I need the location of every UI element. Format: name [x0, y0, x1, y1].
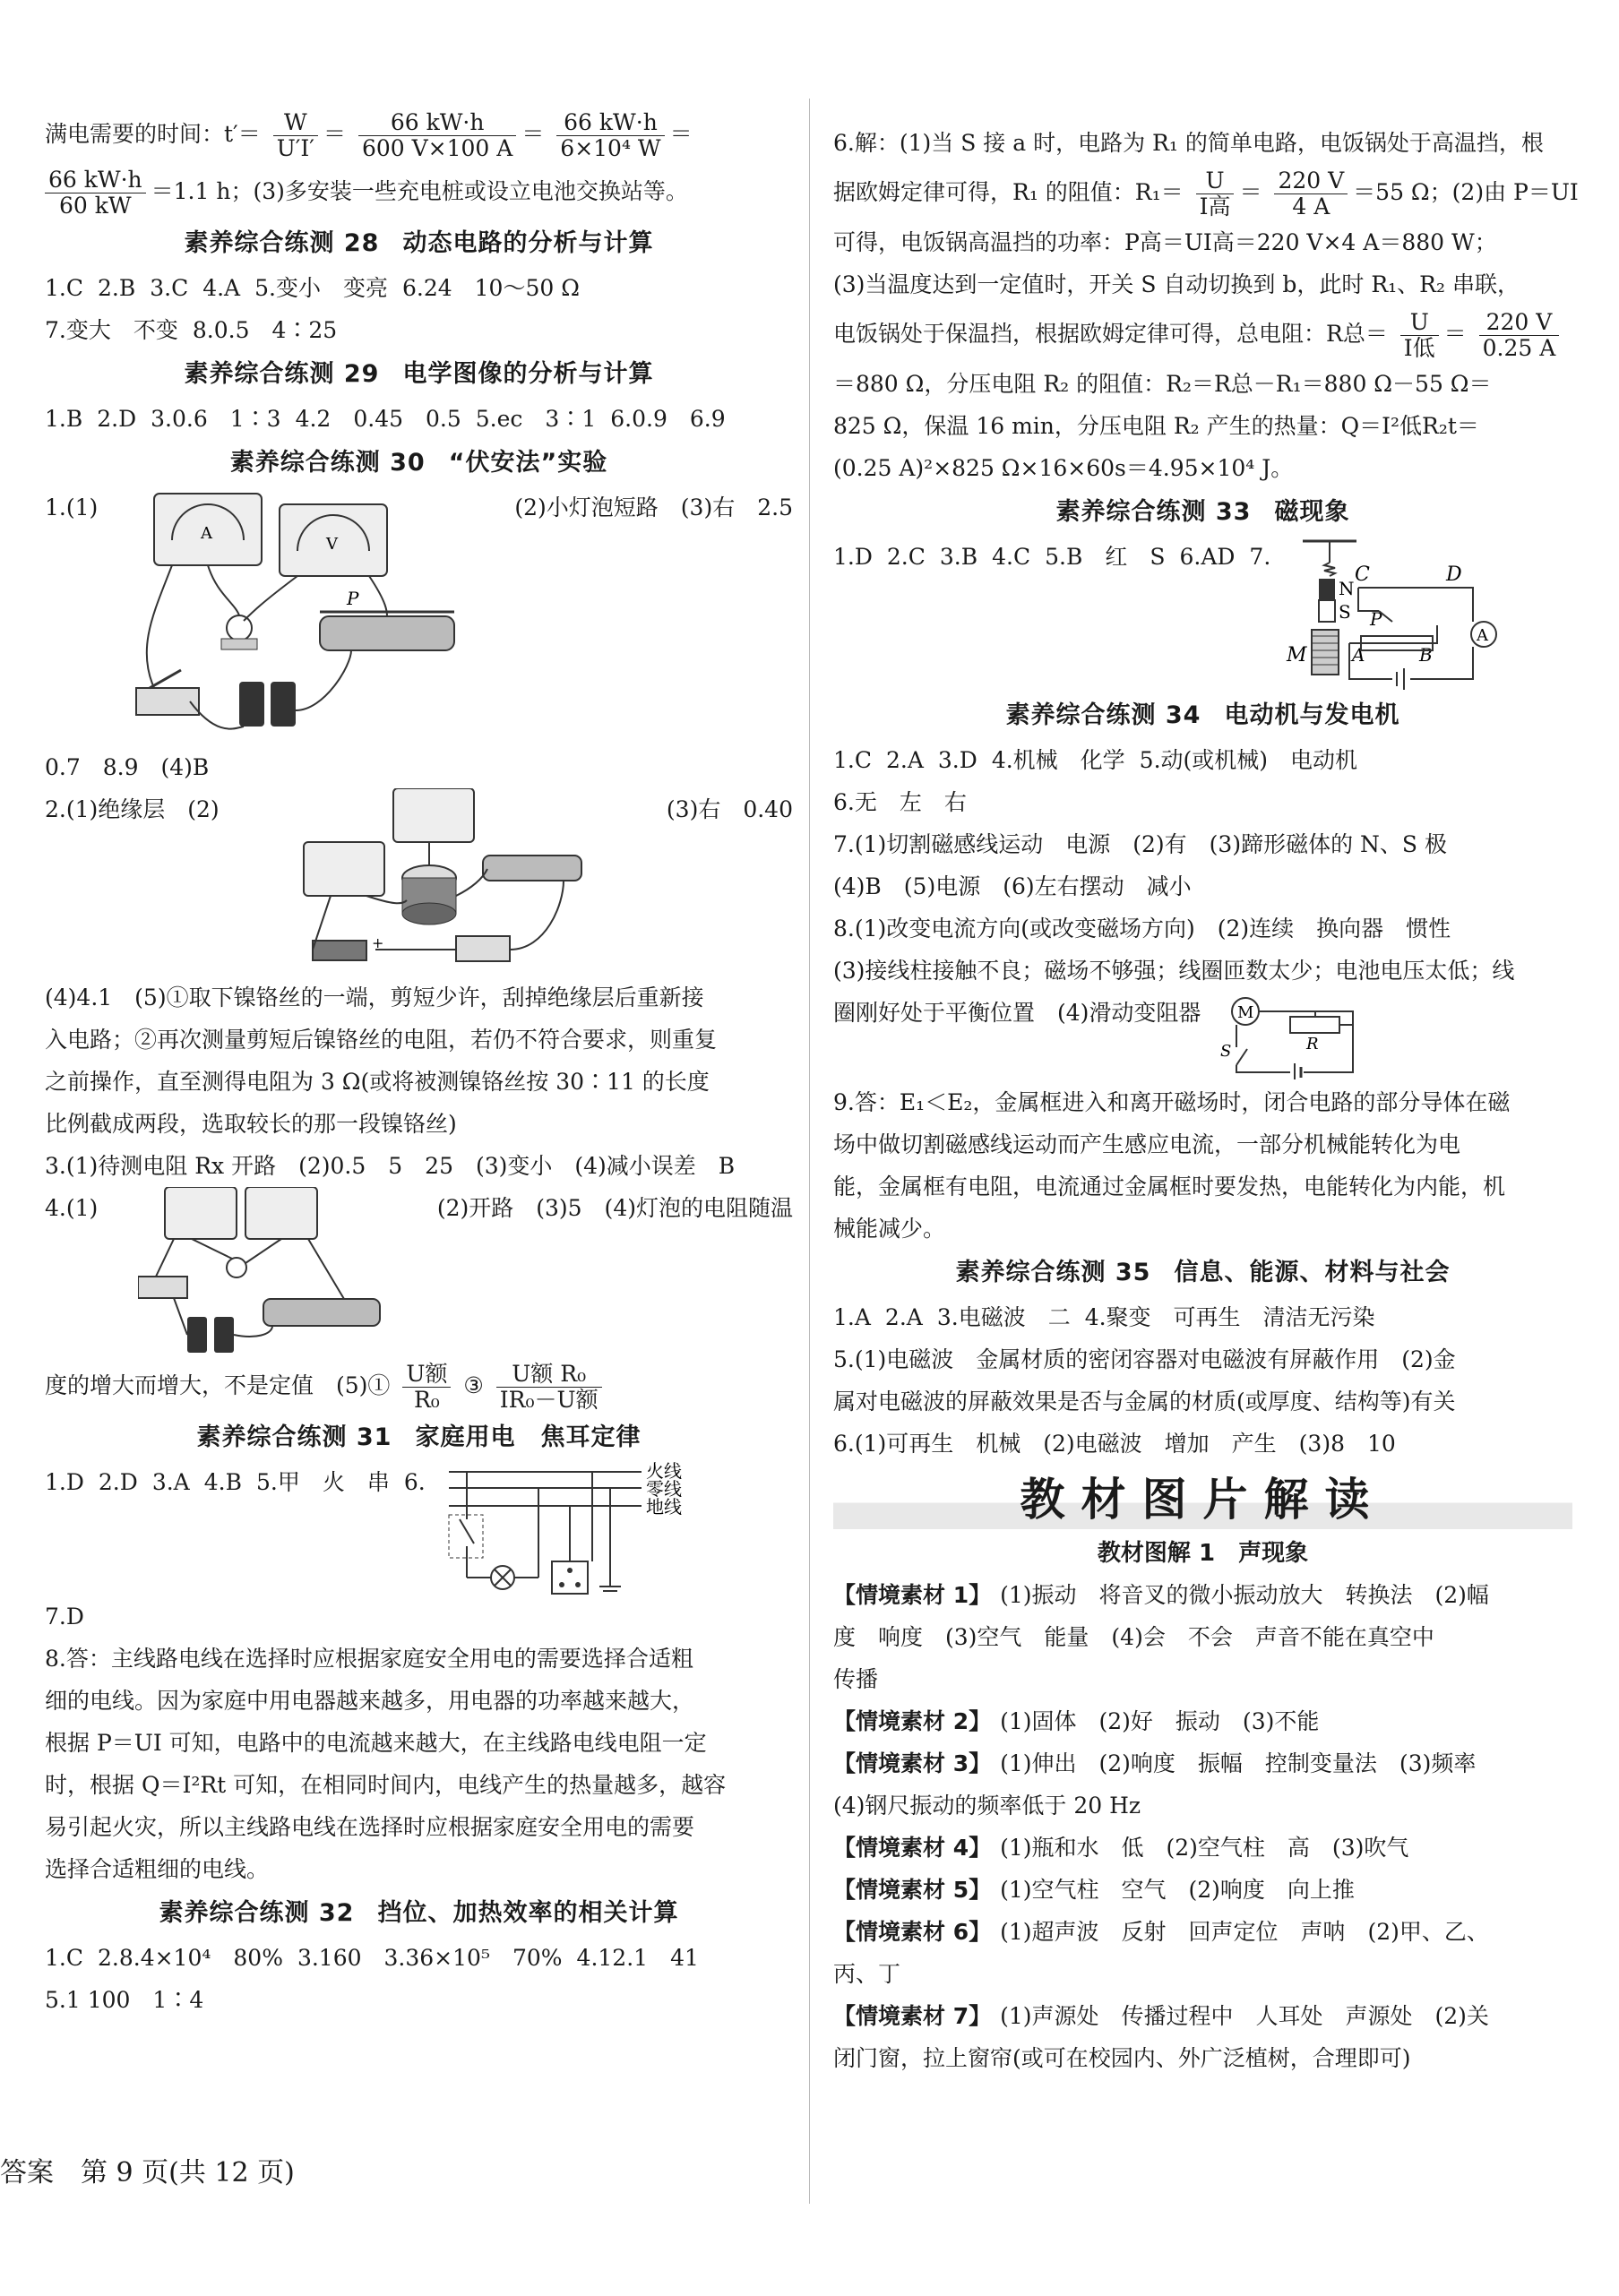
s31-q8-line-6: 选择合适粗细的电线。	[45, 1856, 270, 1882]
scene-material-1: 【情境素材 1】 (1)振动 将音叉的微小振动放大 转换法 (2)幅 度 响度 (3)空气 能量 (4)会 不会 声音不能在真空中 传播	[833, 1582, 1489, 1692]
s30-q2-p1: (4)4.1 (5)①取下镍铬丝的一端，剪短少许，刮掉绝缘层后重新接	[45, 985, 704, 1010]
voltammetry-circuit-figure-1	[118, 486, 495, 746]
wire-label-neutral: 零线	[645, 1478, 682, 1500]
svg-text:+: +	[372, 934, 384, 951]
svg-text:A: A	[1477, 626, 1489, 645]
household-circuit-figure	[440, 1461, 709, 1595]
s35-q5-line-2: 属对电磁波的屏蔽效果是否与金属的材质(或厚度、结构等)有关	[833, 1389, 1456, 1415]
s28-line-1: 1.C 2.B 3.C 4.A 5.变小 变亮 6.24 10～50 Ω	[45, 275, 580, 301]
svg-text:D: D	[1446, 563, 1462, 586]
s34-line-1: 1.C 2.A 3.D 4.机械 化学 5.动(或机械) 电动机	[833, 747, 1358, 773]
electromagnet-circuit-figure	[1285, 536, 1500, 692]
scene-material-4: 【情境素材 4】 (1)瓶和水 低 (2)空气柱 高 (3)吹气	[833, 1835, 1409, 1861]
s30-q1	[45, 486, 793, 746]
wire-label-earth: 地线	[645, 1496, 682, 1518]
textbook-figure-1-title: 教材图解 1 声现象	[1097, 1540, 1309, 1567]
r-q6-line-6: ＝880 Ω，分压电阻 R₂ 的阻值：R₂＝R总－R₁＝880 Ω－55 Ω＝	[833, 371, 1492, 397]
scene-material-6: 【情境素材 6】 (1)超声波 反射 回声定位 声呐 (2)甲、乙、 丙、丁	[833, 1919, 1489, 1987]
r-q6-line-2: 据欧姆定律可得，R₁ 的阻值：R₁＝ $\frac{U}{\text{I高}}$ ＝ $\frac{220 V}{4 A}$ ＝55 Ω；(2)由 P＝UI	[833, 168, 1579, 219]
s35-q6: 6.(1)可再生 机械 (2)电磁波 增加 产生 (3)8 10	[833, 1431, 1396, 1457]
svg-text:M: M	[1287, 644, 1307, 666]
r-q6-line-1: 6.解：(1)当 S 接 a 时，电路为 R₁ 的简单电路，电饭锅处于高温挡，根	[833, 130, 1544, 156]
s34-line-5: 8.(1)改变电流方向(或改变磁场方向) (2)连续 换向器 惯性	[833, 916, 1451, 942]
column-divider	[809, 99, 810, 2204]
s29-line-1: 1.B 2.D 3.0.6 1∶3 4.2 0.45 0.5 5.ec 3∶1 6.0.9 6.9	[45, 406, 726, 432]
s30-q4-after: 度的增大而增大，不是定值 (5)① $\frac{\text{U额}}{\text{R₀}}$ ③ $\frac{\text{U额 R₀}}{\text{IR₀－U额}}$	[45, 1357, 793, 1415]
right-column	[833, 122, 1579, 2079]
svg-text:B: B	[1419, 644, 1433, 666]
section-34-title: 素养综合练测 34 电动机与发电机	[1005, 701, 1400, 729]
s35-line-1: 1.A 2.A 3.电磁波 二 4.聚变 可再生 清洁无污染	[833, 1304, 1375, 1330]
s31-q8-line-4: 时，根据 Q＝I²Rt 可知，在相同时间内，电线产生的热量越多，越容	[45, 1772, 727, 1798]
voltammetry-circuit-figure-2	[295, 788, 590, 976]
scene-material-3: 【情境素材 3】 (1)伸出 (2)响度 振幅 控制变量法 (3)频率 (4)钢尺振动的频率低于 20 Hz	[833, 1750, 1477, 1819]
wire-label-live: 火线	[645, 1461, 682, 1482]
s30-q1-right: (2)小灯泡短路 (3)右 2.5	[514, 494, 793, 520]
section-28-title: 素养综合练测 28 动态电路的分析与计算	[184, 229, 654, 257]
scene-material-2: 【情境素材 2】 (1)固体 (2)好 振动 (3)不能	[833, 1708, 1320, 1734]
top-line-2: $\frac{66 kW\cdot h}{60 kW}$ ＝1.1 h；(3)多安装一些充电桩或设立电池交换站等。	[45, 163, 793, 220]
s34-line-3: 7.(1)切割磁感线运动 电源 (2)有 (3)蹄形磁体的 N、S 极	[833, 831, 1447, 857]
section-35-title: 素养综合练测 35 信息、能源、材料与社会	[955, 1259, 1451, 1286]
scene-material-7: 【情境素材 7】 (1)声源处 传播过程中 人耳处 声源处 (2)关 闭门窗，拉上窗帘(或可在校园内、外广泛植树，合理即可)	[833, 2003, 1489, 2071]
svg-text:S: S	[1339, 601, 1351, 623]
s31-q8-line-5: 易引起火灾，所以主线路电线在选择时应根据家庭安全用电的需要	[45, 1814, 695, 1840]
voltammetry-circuit-figure-3	[138, 1187, 398, 1357]
svg-text:C: C	[1355, 563, 1371, 586]
top-line-1: 满电需要的时间：t′＝ $\frac{W}{U'I'}$ ＝ $\frac{66 kW\cdot h}{600 V\times 100 A}$ ＝ $\frac{66 kW\cdot h}{\text{6×10⁴ W}}$ ＝	[45, 109, 693, 161]
svg-text:A: A	[1352, 644, 1365, 666]
s31-q8-line-1: 8.答：主线路电线在选择时应根据家庭安全用电的需要选择合适粗	[45, 1646, 693, 1672]
s31-line-1: 1.D 2.D 3.A 4.B 5.甲 火 串 6. 火线 零线 地线	[45, 1461, 793, 1595]
s35-q5-line-1: 5.(1)电磁波 金属材质的密闭容器对电磁波有屏蔽作用 (2)金	[833, 1346, 1456, 1372]
s30-q4-label: 4.(1)	[45, 1195, 99, 1221]
svg-text:M: M	[1237, 1003, 1254, 1022]
s34-line-6: (3)接线柱接触不良；磁场不够强；线圈匝数太少；电池电压太低；线	[833, 958, 1515, 984]
s30-q2-p3: 之前操作，直至测得电阻为 3 Ω(或将被测镍铬丝按 30∶11 的长度	[45, 1069, 710, 1095]
s34-q9-line-4: 械能减少。	[833, 1216, 946, 1242]
motor-circuit-figure	[1219, 992, 1371, 1081]
svg-text:P: P	[1370, 608, 1382, 630]
section-31-title: 素养综合练测 31 家庭用电 焦耳定律	[196, 1423, 642, 1451]
svg-text:N: N	[1339, 578, 1355, 599]
s30-q3: 3.(1)待测电阻 Rx 开路 (2)0.5 5 25 (3)变小 (4)减小误差 B	[45, 1153, 736, 1179]
section-33-title: 素养综合练测 33 磁现象	[1055, 498, 1350, 526]
s31-q8-line-2: 细的电线。因为家庭中用电器越来越多，用电器的功率越来越大，	[45, 1688, 695, 1714]
s34-q9-line-3: 能，金属框有电阻，电流通过金属框时要发热，电能转化为内能，机	[833, 1174, 1506, 1200]
svg-text:A: A	[200, 524, 212, 543]
r-q6-line-5: 电饭锅处于保温挡，根据欧姆定律可得，总电阻：R总＝ $\frac{U}{\text{I低}}$ ＝ $\frac{220 V}{0.25 A}$	[833, 305, 1572, 363]
s34-q9-line-2: 场中做切割磁感线运动而产生感应电流，一部分机械能转化为电	[833, 1131, 1461, 1157]
s31-q7: 7.D	[45, 1604, 84, 1630]
section-29-title: 素养综合练测 29 电学图像的分析与计算	[184, 360, 654, 388]
s30-q2-p4: 比例截成两段，选取较长的那一段镍铬丝)	[45, 1111, 457, 1137]
s30-q2-right: (3)右 0.40	[666, 796, 793, 822]
page-footer: 答案 第 9 页(共 12 页)	[0, 2157, 295, 2189]
r-q6-line-8: (0.25 A)²×825 Ω×16×60s＝4.95×10⁴ J。	[833, 455, 1294, 481]
s30-q4-right: (2)开路 (3)5 (4)灯泡的电阻随温	[436, 1195, 793, 1221]
s34-q9-line-1: 9.答：E₁＜E₂，金属框进入和离开磁场时，闭合电路的部分导体在磁	[833, 1089, 1511, 1115]
textbook-figures-title: 教材图片解读	[833, 1470, 1572, 1529]
s30-q1-after: 0.7 8.9 (4)B	[45, 754, 210, 780]
r-q6-line-4: (3)当温度达到一定值时，开关 S 自动切换到 b，此时 R₁、R₂ 串联，	[833, 271, 1520, 297]
svg-text:V: V	[325, 535, 338, 554]
svg-text:R: R	[1306, 1035, 1319, 1053]
svg-text:S: S	[1220, 1042, 1232, 1061]
s34-line-4: (4)B (5)电源 (6)左右摆动 减小	[833, 873, 1192, 899]
s30-q2-p2: 入电路；②再次测量剪短后镍铬丝的电阻，若仍不符合要求，则重复	[45, 1027, 718, 1053]
s31-q8-line-3: 根据 P＝UI 可知，电路中的电流越来越大，在主线路电线电阻一定	[45, 1730, 707, 1756]
s30-q1-label: 1.(1)	[45, 494, 99, 520]
s34-line-7: 圈刚好处于平衡位置 (4)滑动变阻器 M R S	[833, 992, 1572, 1081]
s32-line-2: 5.1 100 1∶4	[45, 1987, 204, 2013]
s34-line-2: 6.无 左 右	[833, 789, 967, 815]
s32-line-1: 1.C 2.8.4×10⁴ 80% 3.160 3.36×10⁵ 70% 4.12.1 41	[45, 1945, 699, 1971]
s30-q2	[45, 788, 793, 976]
left-column	[45, 106, 793, 2021]
s28-line-2: 7.变大 不变 8.0.5 4∶25	[45, 317, 338, 343]
section-30-title: 素养综合练测 30 “伏安法”实验	[229, 449, 608, 477]
r-q6-line-7: 825 Ω，保温 16 min，分压电阻 R₂ 产生的热量：Q＝I²低R₂t＝	[833, 413, 1479, 439]
r-q6-line-3: 可得，电饭锅高温挡的功率：P高＝UI高＝220 V×4 A＝880 W；	[833, 229, 1497, 255]
section-32-title: 素养综合练测 32 挡位、加热效率的相关计算	[159, 1899, 679, 1927]
s33-line-1: 1.D 2.C 3.B 4.C 5.B 红 S 6.AD 7. N S C D P M A B A	[833, 536, 1572, 692]
s30-q2-label: 2.(1)绝缘层 (2)	[45, 796, 220, 822]
svg-text:P: P	[346, 588, 359, 609]
s30-q4	[45, 1187, 793, 1357]
scene-material-5: 【情境素材 5】 (1)空气柱 空气 (2)响度 向上推	[833, 1877, 1355, 1903]
